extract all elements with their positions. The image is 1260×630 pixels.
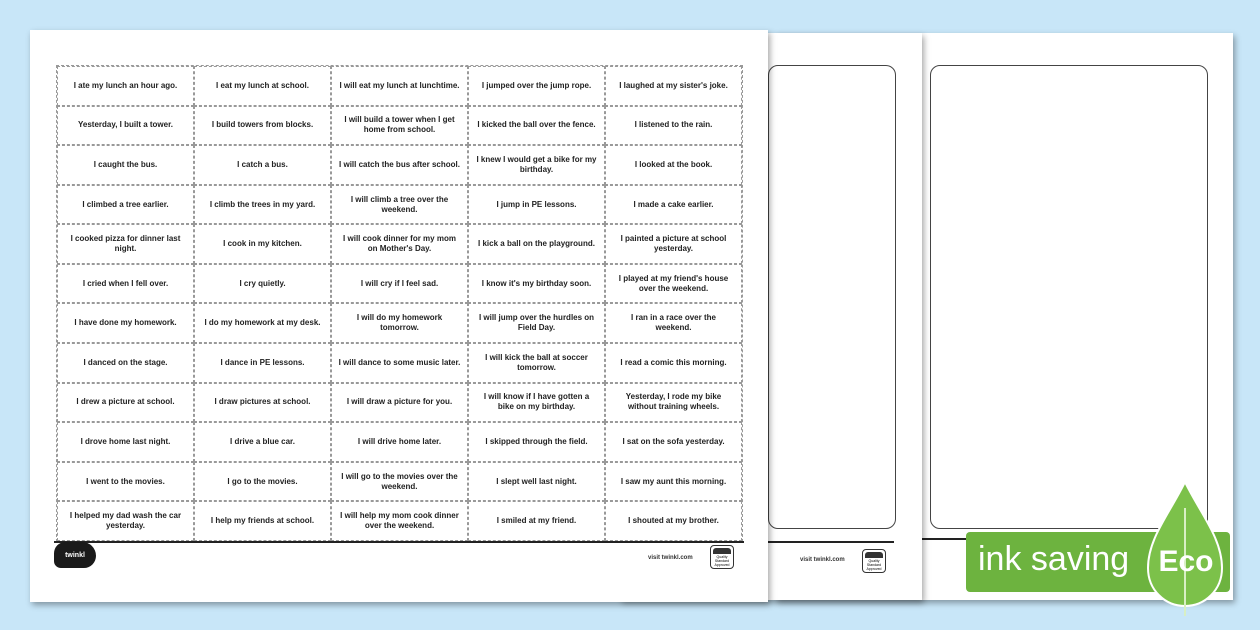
footer-url: visit twinkl.com	[800, 557, 845, 563]
verb-card: I saw my aunt this morning.	[605, 462, 742, 502]
verb-card: I will jump over the hurdles on Field Day.	[468, 303, 605, 343]
sorting-cards-grid	[56, 65, 743, 542]
verb-card: I go to the movies.	[194, 462, 331, 502]
verb-card: I drove home last night.	[57, 422, 194, 462]
blank-writing-panel	[930, 65, 1208, 529]
verb-card: I know it's my birthday soon.	[468, 264, 605, 304]
verb-card: I kicked the ball over the fence.	[468, 106, 605, 146]
verb-card: I knew I would get a bike for my birthday.	[468, 145, 605, 185]
verb-card: I cooked pizza for dinner last night.	[57, 224, 194, 264]
verb-card: I sat on the sofa yesterday.	[605, 422, 742, 462]
verb-card: I will go to the movies over the weekend.	[331, 462, 468, 502]
footer-rule	[768, 541, 894, 543]
verb-card: I cried when I fell over.	[57, 264, 194, 304]
verb-card: I danced on the stage.	[57, 343, 194, 383]
verb-card: I jumped over the jump rope.	[468, 66, 605, 106]
verb-card: I made a cake earlier.	[605, 185, 742, 225]
verb-card: I climb the trees in my yard.	[194, 185, 331, 225]
seal-caption: Quality Standard Approved	[714, 555, 730, 567]
verb-card: I jump in PE lessons.	[468, 185, 605, 225]
verb-card: I will build a tower when I get home from school.	[331, 106, 468, 146]
eco-label: Eco	[1158, 545, 1214, 578]
verb-card: I smiled at my friend.	[468, 501, 605, 541]
verb-card: I went to the movies.	[57, 462, 194, 502]
verb-card: I have done my homework.	[57, 303, 194, 343]
verb-card: I do my homework at my desk.	[194, 303, 331, 343]
verb-card: I will climb a tree over the weekend.	[331, 185, 468, 225]
verb-card: Yesterday, I built a tower.	[57, 106, 194, 146]
verb-card: Yesterday, I rode my bike without training wheels.	[605, 383, 742, 423]
verb-card: I draw pictures at school.	[194, 383, 331, 423]
verb-card: I ate my lunch an hour ago.	[57, 66, 194, 106]
verb-card: I help my friends at school.	[194, 501, 331, 541]
verb-card: I will eat my lunch at lunchtime.	[331, 66, 468, 106]
blank-writing-panel	[768, 65, 896, 529]
verb-card: I catch a bus.	[194, 145, 331, 185]
verb-card: I shouted at my brother.	[605, 501, 742, 541]
ink-saving-label: ink saving	[978, 540, 1130, 578]
quality-seal-icon	[862, 549, 886, 573]
verb-card: I skipped through the field.	[468, 422, 605, 462]
seal-caption: Quality Standard Approved	[866, 559, 882, 571]
verb-card: I drive a blue car.	[194, 422, 331, 462]
verb-card: I will catch the bus after school.	[331, 145, 468, 185]
verb-card: I helped my dad wash the car yesterday.	[57, 501, 194, 541]
verb-card: I slept well last night.	[468, 462, 605, 502]
footer-rule	[54, 541, 744, 543]
verb-card: I will draw a picture for you.	[331, 383, 468, 423]
verb-card: I will cry if I feel sad.	[331, 264, 468, 304]
verb-card: I ran in a race over the weekend.	[605, 303, 742, 343]
verb-card: I cook in my kitchen.	[194, 224, 331, 264]
verb-card: I will dance to some music later.	[331, 343, 468, 383]
verb-card: I caught the bus.	[57, 145, 194, 185]
verb-card: I painted a picture at school yesterday.	[605, 224, 742, 264]
footer-url: visit twinkl.com	[648, 555, 693, 561]
verb-card: I cry quietly.	[194, 264, 331, 304]
verb-card: I will know if I have gotten a bike on my birthday.	[468, 383, 605, 423]
verb-card: I eat my lunch at school.	[194, 66, 331, 106]
verb-card: I will kick the ball at soccer tomorrow.	[468, 343, 605, 383]
verb-card: I drew a picture at school.	[57, 383, 194, 423]
verb-card: I climbed a tree earlier.	[57, 185, 194, 225]
verb-card: I played at my friend's house over the weekend.	[605, 264, 742, 304]
verb-card: I build towers from blocks.	[194, 106, 331, 146]
verb-card: I will drive home later.	[331, 422, 468, 462]
verb-card: I looked at the book.	[605, 145, 742, 185]
verb-card: I kick a ball on the playground.	[468, 224, 605, 264]
verb-card: I will cook dinner for my mom on Mother's Day.	[331, 224, 468, 264]
twinkl-logo: twinkl	[54, 542, 96, 568]
verb-card: I will help my mom cook dinner over the weekend.	[331, 501, 468, 541]
verb-card: I listened to the rain.	[605, 106, 742, 146]
worksheet-page-1	[30, 30, 768, 602]
verb-card: I dance in PE lessons.	[194, 343, 331, 383]
verb-card: I will do my homework tomorrow.	[331, 303, 468, 343]
verb-card: I read a comic this morning.	[605, 343, 742, 383]
verb-card: I laughed at my sister's joke.	[605, 66, 742, 106]
quality-seal-icon	[710, 545, 734, 569]
